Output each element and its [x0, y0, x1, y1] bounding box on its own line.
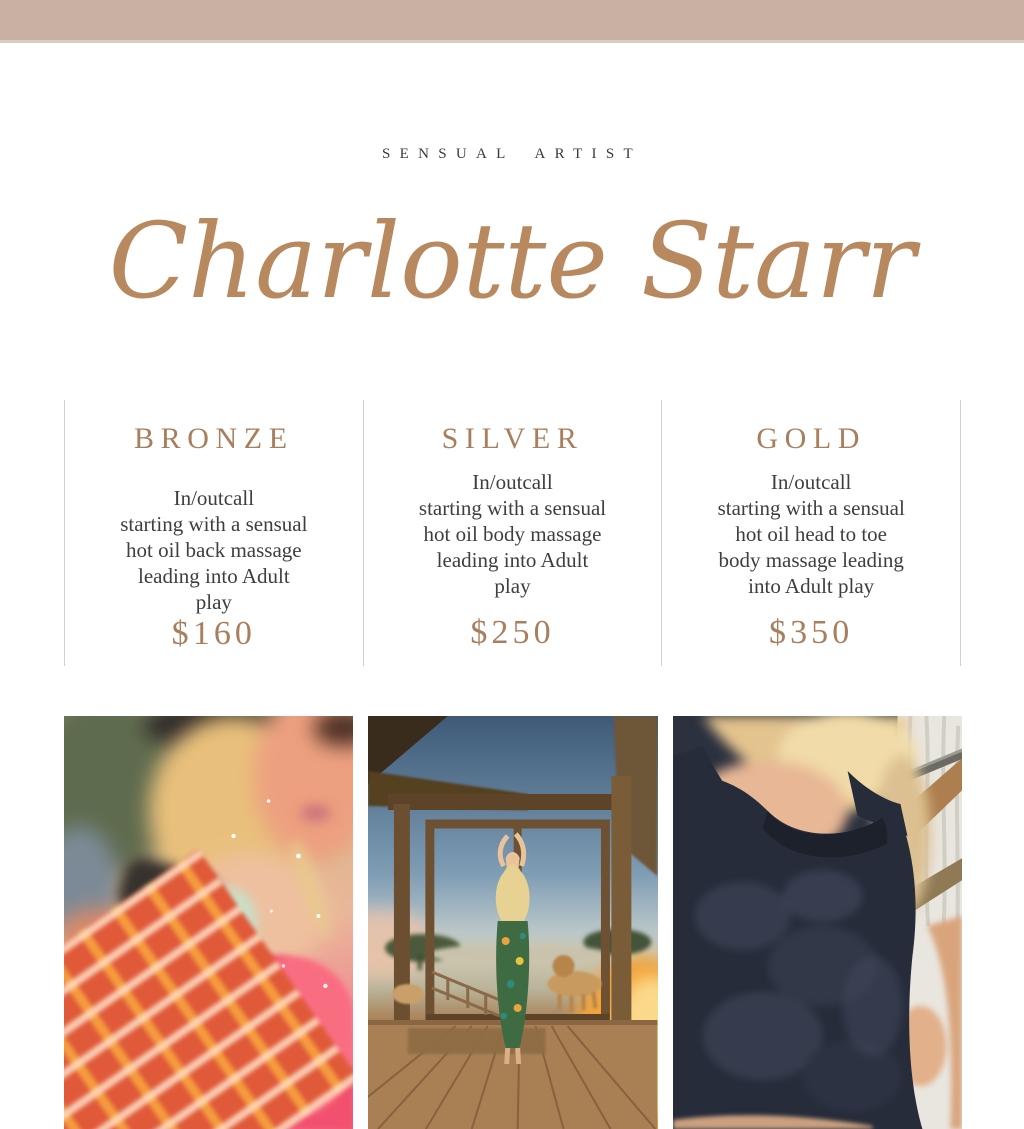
tier-price-silver: $250 [470, 614, 555, 651]
pricing-tier-bronze [65, 400, 364, 666]
tier-description-silver [419, 469, 606, 599]
desc-line: leading into Adult [138, 564, 290, 588]
photo-lace-dress [673, 716, 962, 1129]
pricing-tier-silver [364, 400, 663, 666]
photo-pink-selfie [64, 716, 353, 1129]
desc-line: into Adult play [748, 574, 875, 598]
desc-line: hot oil head to toe [735, 522, 887, 546]
tier-description-bronze [120, 485, 307, 615]
desc-line: hot oil back massage [126, 538, 302, 562]
desc-line: body massage leading [718, 548, 904, 572]
desc-line: hot oil body massage [423, 522, 602, 546]
pricing-table [64, 400, 961, 666]
photo-safari-art [368, 716, 657, 1129]
desc-line: starting with a sensual [418, 496, 607, 520]
tier-price-bronze: $160 [171, 615, 256, 652]
desc-line: In/outcall [770, 470, 852, 494]
subtitle-text: SENSUAL ARTIST [382, 146, 642, 162]
desc-line: leading into Adult [436, 548, 589, 572]
top-banner [0, 0, 1024, 43]
desc-line: starting with a sensual [120, 512, 308, 536]
photo-gallery [64, 716, 962, 1129]
desc-line: In/outcall [173, 486, 255, 510]
pricing-tier-gold [662, 400, 961, 666]
tier-description-gold [718, 469, 905, 599]
photo-safari-yoga [368, 716, 657, 1129]
desc-line: starting with a sensual [717, 496, 905, 520]
page-title: Charlotte Starr [108, 200, 916, 322]
tier-name-bronze: BRONZE [134, 422, 294, 455]
tier-name-gold: GOLD [756, 422, 867, 455]
desc-line: play [195, 590, 232, 614]
photo-lace-art [673, 716, 962, 1129]
desc-line: play [494, 574, 531, 598]
tier-name-silver: SILVER [441, 422, 584, 455]
desc-line: In/outcall [472, 470, 553, 494]
tier-price-gold: $350 [769, 614, 854, 651]
